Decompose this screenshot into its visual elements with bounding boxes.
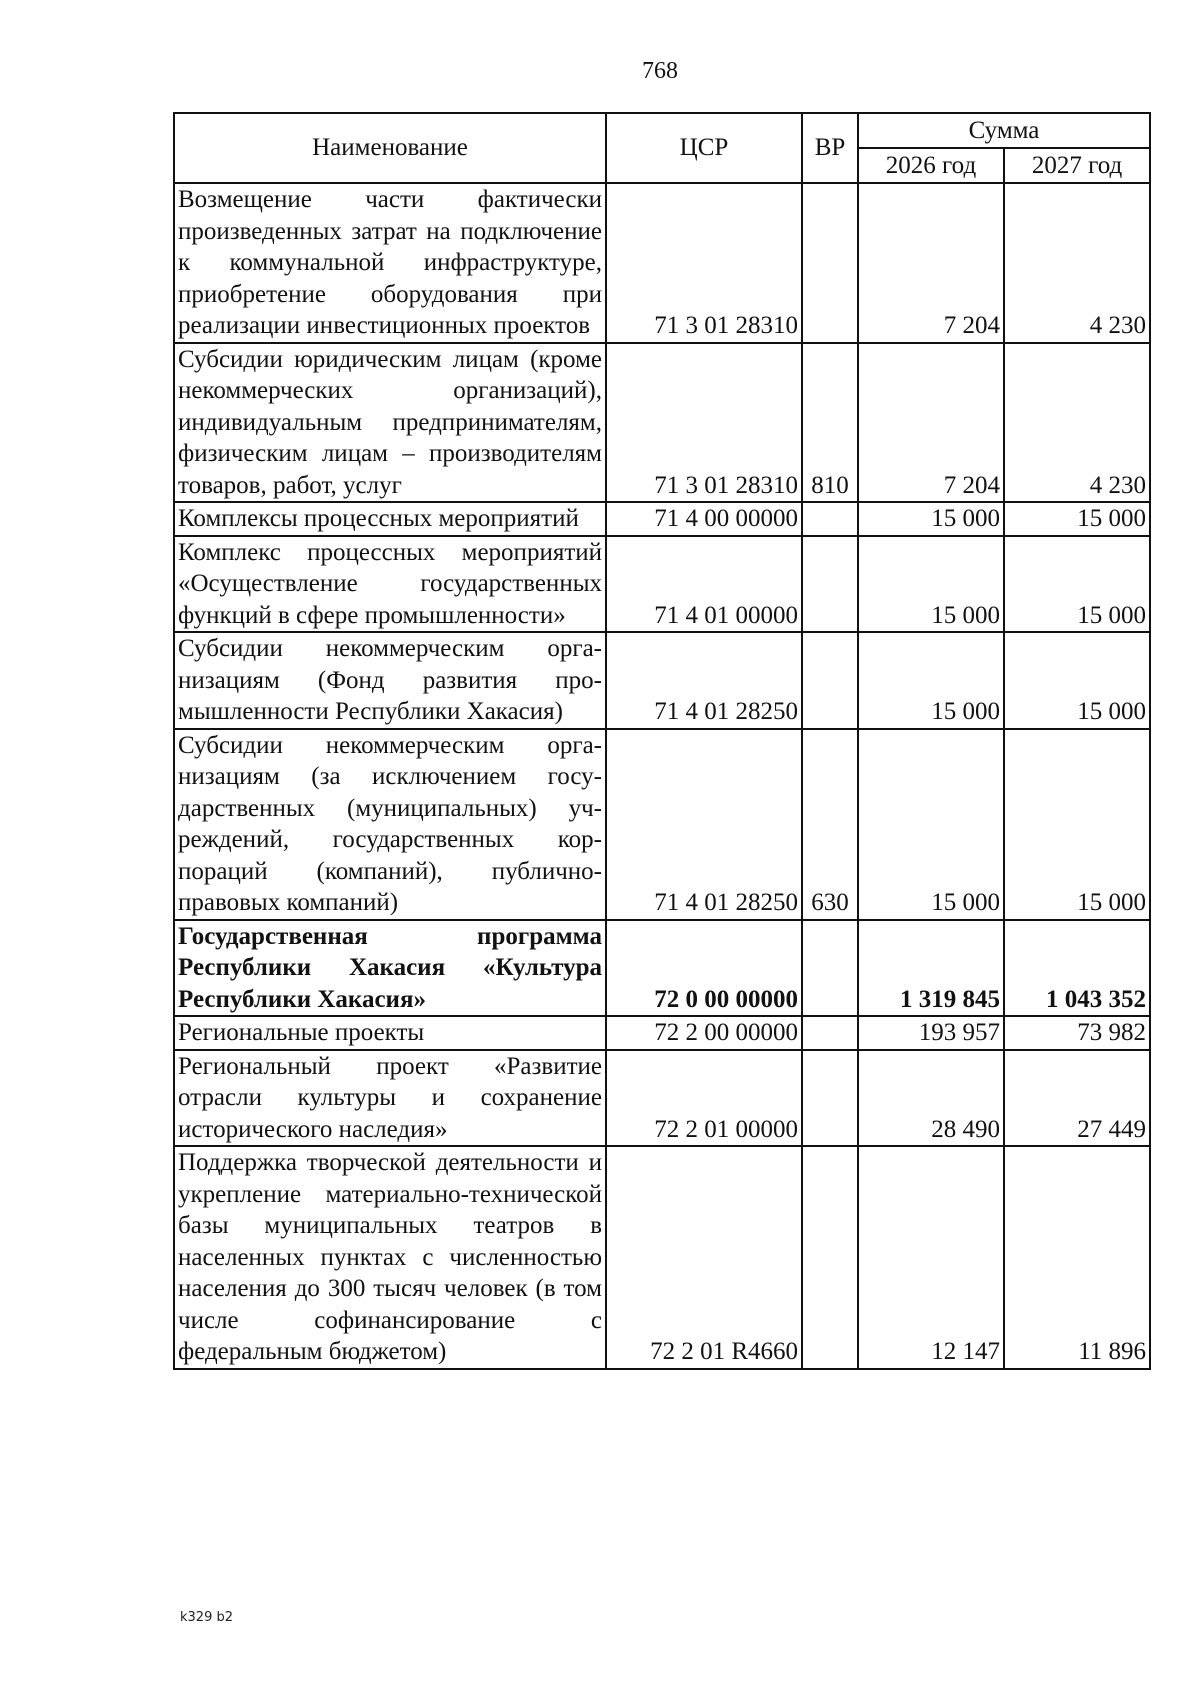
row-name: Государственная программа Республики Хакасия «Культура Республики Хакасия» [174,920,606,1017]
table-row [174,1016,1150,1050]
row-name: Региональный проект «Развитие отрасли культуры и сохранение исторического наследия» [174,1050,606,1147]
row-vr: 630 [802,729,858,920]
row-amount-2027: 4 230 [1004,183,1150,343]
row-vr [802,183,858,343]
row-code: 71 4 01 28250 [606,729,802,920]
row-amount-2027: 27 449 [1004,1050,1150,1147]
row-code: 71 3 01 28310 [606,183,802,343]
row-amount-2026: 193 957 [858,1016,1004,1050]
row-amount-2027: 15 000 [1004,729,1150,920]
row-code: 72 2 00 00000 [606,1016,802,1050]
row-code: 71 4 00 00000 [606,502,802,536]
row-code: 72 0 00 00000 [606,920,802,1017]
row-amount-2026: 7 204 [858,183,1004,343]
table-row [174,1050,1150,1147]
header-name: Наименование [174,113,606,183]
row-name: Комплексы процессных мероприятий [174,502,606,536]
row-code: 71 3 01 28310 [606,343,802,503]
table-row [174,183,1150,343]
budget-table [173,112,1151,1370]
row-name: Поддержка творческой деятельности и укрепление материально-технической базы муниципальных театров в населенных пунктах с численностью населения до 300 тысяч человек (в том числе софинансирование с федеральным бюджетом) [174,1146,606,1369]
row-vr [802,502,858,536]
table-body [174,183,1150,1369]
table-row [174,920,1150,1017]
row-vr [802,632,858,729]
row-amount-2026: 12 147 [858,1146,1004,1369]
row-name: Возмещение части фактически произведенных затрат на подключение к коммунальной инфраструктуре, приобретение оборудования при реализации инвестиционных проектов [174,183,606,343]
row-vr: 810 [802,343,858,503]
row-amount-2027: 1 043 352 [1004,920,1150,1017]
row-amount-2026: 15 000 [858,502,1004,536]
table-row [174,729,1150,920]
header-sum: Сумма [858,113,1150,148]
table-row [174,536,1150,633]
row-amount-2026: 15 000 [858,729,1004,920]
header-year-2026: 2026 год [858,148,1004,183]
row-amount-2027: 11 896 [1004,1146,1150,1369]
row-code: 71 4 01 00000 [606,536,802,633]
header-code: ЦСР [606,113,802,183]
table-row [174,343,1150,503]
row-amount-2027: 73 982 [1004,1016,1150,1050]
row-amount-2026: 7 204 [858,343,1004,503]
row-amount-2027: 4 230 [1004,343,1150,503]
row-amount-2027: 15 000 [1004,502,1150,536]
row-name: Комплекс процессных мероприятий «Осуществление государственных функций в сфере промышленности» [174,536,606,633]
row-code: 71 4 01 28250 [606,632,802,729]
table-row [174,502,1150,536]
row-name: Субсидии некоммерческим организациям (Фонд развития промышленности Республики Хакасия) [174,632,606,729]
row-code: 72 2 01 00000 [606,1050,802,1147]
row-vr [802,920,858,1017]
row-vr [802,1016,858,1050]
row-amount-2027: 15 000 [1004,632,1150,729]
row-amount-2026: 28 490 [858,1050,1004,1147]
header-year-2027: 2027 год [1004,148,1150,183]
table-row [174,632,1150,729]
page-number: 768 [642,58,678,84]
header-vr: ВР [802,113,858,183]
row-vr [802,1050,858,1147]
row-amount-2026: 1 319 845 [858,920,1004,1017]
table-row [174,1146,1150,1369]
row-name: Региональные проекты [174,1016,606,1050]
row-amount-2026: 15 000 [858,632,1004,729]
row-name: Субсидии юридическим лицам (кроме некоммерческих организаций), индивидуальным предпринимателям, физическим лицам – производителям товаров, работ, услуг [174,343,606,503]
row-name: Субсидии некоммерческим организациям (за исключением государственных (муниципальных) учреждений, государственных корпораций (компаний), публично-правовых компаний) [174,729,606,920]
row-vr [802,536,858,633]
row-vr [802,1146,858,1369]
footer-code: k329 b2 [180,1610,233,1625]
row-amount-2026: 15 000 [858,536,1004,633]
row-code: 72 2 01 R4660 [606,1146,802,1369]
row-amount-2027: 15 000 [1004,536,1150,633]
